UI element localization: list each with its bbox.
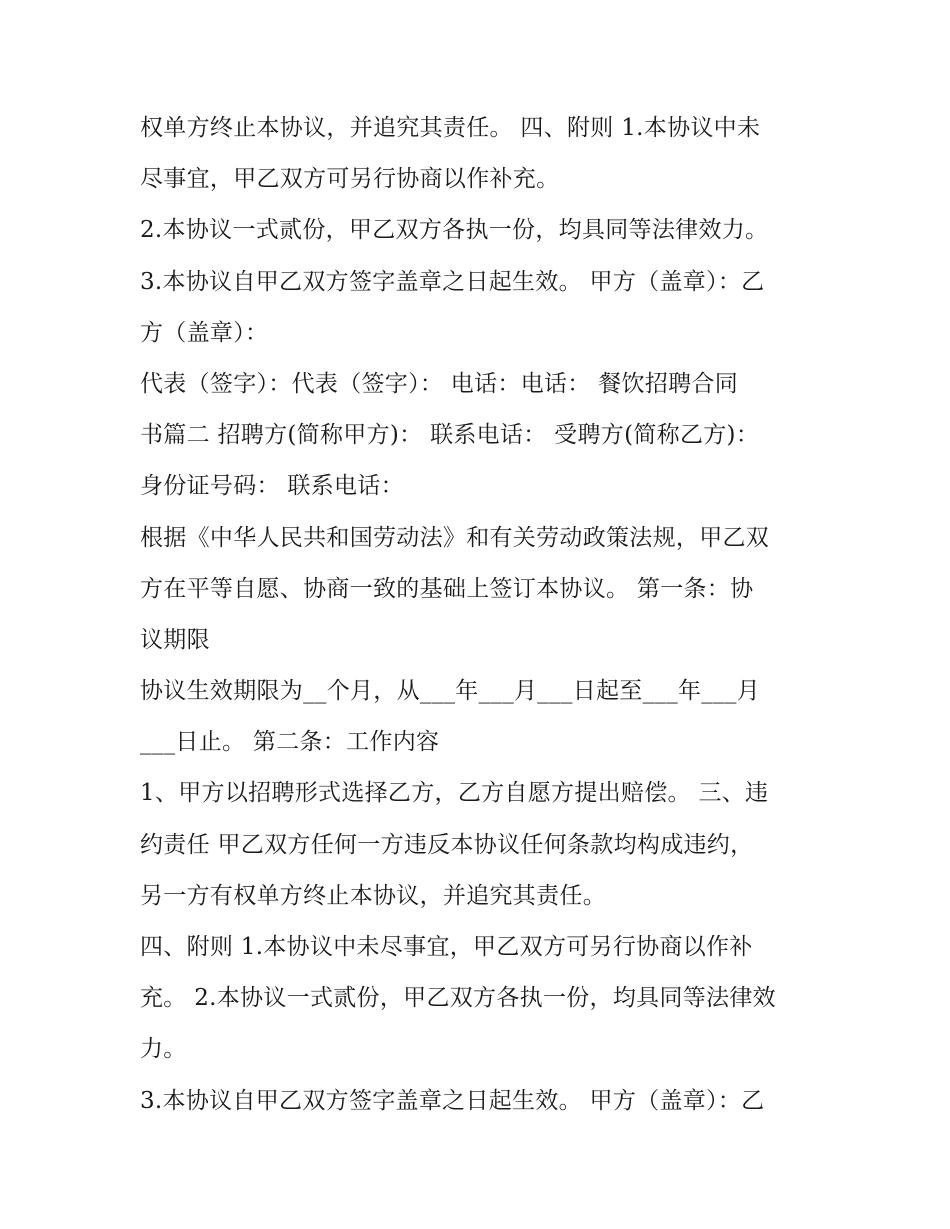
text-line: 书篇二 招聘方(简称甲方)： 联系电话： 受聘方(简称乙方)： bbox=[140, 422, 760, 449]
text-line: 根据《中华人民共和国劳动法》和有关劳动政策法规，甲乙双 bbox=[140, 524, 770, 551]
text-line: 议期限 bbox=[140, 626, 210, 653]
text-line: 3.本协议自甲乙双方签字盖章之日起生效。 甲方（盖章）：乙 bbox=[140, 268, 765, 295]
text-line: 约责任 甲乙双方任何一方违反本协议任何条款均构成违约， bbox=[140, 831, 754, 858]
text-line: ___日止。 第二条：工作内容 bbox=[140, 729, 440, 756]
text-line: 1、甲方以招聘形式选择乙方，乙方自愿方提出赔偿。 三、违 bbox=[140, 780, 769, 807]
text-line: 协议生效期限为__个月，从___年___月___日起至___年___月 bbox=[140, 678, 760, 705]
text-line: 四、附则 1.本协议中未尽事宜，甲乙双方可另行协商以作补 bbox=[140, 934, 753, 960]
text-line: 2.本协议一式贰份，甲乙双方各执一份，均具同等法律效力。 bbox=[140, 217, 769, 244]
text-line: 尽事宜，甲乙双方可另行协商以作补充。 bbox=[140, 166, 560, 193]
text-line: 权单方终止本协议，并追究其责任。 四、附则 1.本协议中未 bbox=[140, 115, 761, 141]
document-body bbox=[140, 103, 820, 1127]
text-line: 充。 2.本协议一式贰份，甲乙双方各执一份，均具同等法律效 bbox=[140, 985, 776, 1012]
text-line: 方在平等自愿、协商一致的基础上签订本协议。 第一条：协 bbox=[140, 575, 754, 602]
text-line: 身份证号码： 联系电话： bbox=[140, 473, 404, 500]
text-line: 方（盖章）： bbox=[140, 319, 269, 346]
text-line: 3.本协议自甲乙双方签字盖章之日起生效。 甲方（盖章）：乙 bbox=[140, 1087, 765, 1114]
text-line: 力。 bbox=[140, 1036, 187, 1063]
text-line: 另一方有权单方终止本协议，并追究其责任。 bbox=[140, 882, 606, 909]
text-line: 代表（签字）：代表（签字）： 电话：电话： 餐饮招聘合同 bbox=[140, 370, 739, 397]
